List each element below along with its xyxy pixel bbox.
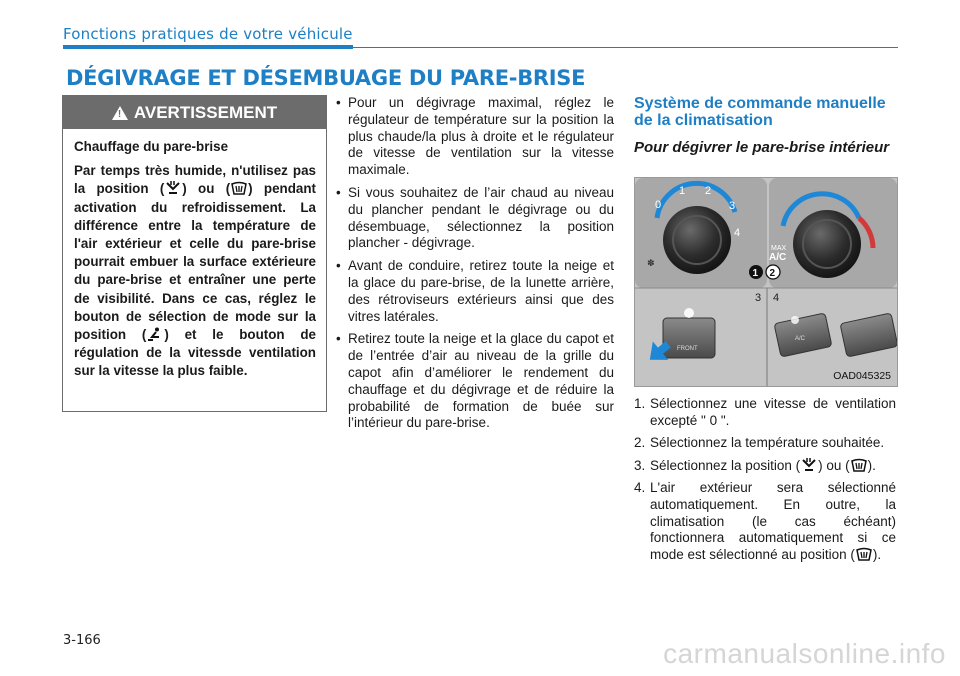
tips-column [336,95,614,438]
header-rule-thin [353,47,898,48]
button-label-4: 4 [773,292,780,304]
bullet-item: • Retirez toute la neige et la glace du capot et de l’entrée d’air au niveau de la grille du capot afin d’améliorer le rendement du chauffage et du dégivrage et de réduire la probabilité de formation de buée sur l’intérieur du pare-brise. [336,331,614,432]
floor-mode-icon [146,327,164,341]
climate-panel-illustration [635,178,897,386]
svg-text:FRONT: FRONT [677,346,698,352]
defrost-mode-icon [855,547,873,561]
knob-tick-1: 1 [679,185,686,197]
knob-tick-0: 0 [655,199,662,211]
warning-text: Par temps très humide, n'utilisez pas la position ( ) ou ( ) pendant activation du refroidissement. La différence entre la température de l'air extérieur et celle du pare-brise pourrait embuer la surface extérieure du pare-brise et entraîner une perte de visibilité. Dans ce cas, réglez le bouton de sélection de mode sur la position ( ) et le bouton de régulation de la vitessde ventilation sur la vitesse la plus faible. [74,163,317,379]
bullet-item: • Si vous souhaitez de l’air chaud au niveau du plancher pendant le dégivrage ou du désembuage, sélectionnez la position plancher - dégivrage. [336,185,614,252]
bullet-item: • Pour un dégivrage maximal, réglez le régulateur de température sur la position la plus chaude/la plus à droite et le régulateur de vitesse de ventilation sur la vitesse maximale. [336,95,614,179]
header-rule [63,45,353,49]
section-title: DÉGIVRAGE ET DÉSEMBUAGE DU PARE-BRISE [66,66,586,90]
right-column [634,95,896,156]
svg-text:2: 2 [769,268,776,279]
button-label-3: 3 [755,292,762,304]
floor-defrost-mode-icon [164,181,182,195]
figure-code: OAD045325 [833,370,891,382]
chapter-header: Fonctions pratiques de votre véhicule [63,25,353,43]
defrost-mode-icon [850,458,868,472]
warning-label: AVERTISSEMENT [133,102,278,122]
floor-defrost-mode-icon [800,458,818,472]
step-item: 4. L'air extérieur sera sélectionné automatiquement. En outre, la climatisation (le cas échéant) fonctionnera automatiquement si ce mode est sélectionné au position ( ). [634,480,896,562]
ac-label: A/C [769,252,787,263]
svg-text:1: 1 [752,268,759,279]
warning-header [63,96,326,129]
subsection-title: Système de commande manuelle de la climatisation [634,95,886,129]
warning-box [62,95,327,412]
step-item: 2. Sélectionnez la température souhaitée. [634,435,885,451]
warning-subtitle: Chauffage du pare-brise [74,139,229,154]
watermark: carmanualsonline.info [663,638,946,669]
page-number: 3-166 [63,633,101,648]
climate-control-figure [634,177,898,387]
front-defrost-button [663,318,715,358]
bullet-item: • Avant de conduire, retirez toute la neige et la glace du pare-brise, de la lunette arrière, des rétroviseurs extérieurs ainsi que des vitres latérales. [336,258,614,325]
warning-icon: ! [112,106,128,120]
defrost-mode-icon [230,181,248,195]
max-label: MAX [771,245,787,252]
knob-tick-3: 3 [729,200,736,212]
svg-text:✽: ✽ [647,259,655,269]
subsection-subtitle: Pour dégivrer le pare-brise intérieur [634,139,890,156]
svg-text:A/C: A/C [795,336,806,342]
step-item: 1. Sélectionnez une vitesse de ventilation excepté " 0 ". [634,396,896,428]
knob-tick-4: 4 [734,227,741,239]
steps-list [634,396,896,569]
step-item: 3. Sélectionnez la position ( ) ou ( ). [634,457,876,473]
knob-tick-2: 2 [705,185,712,197]
